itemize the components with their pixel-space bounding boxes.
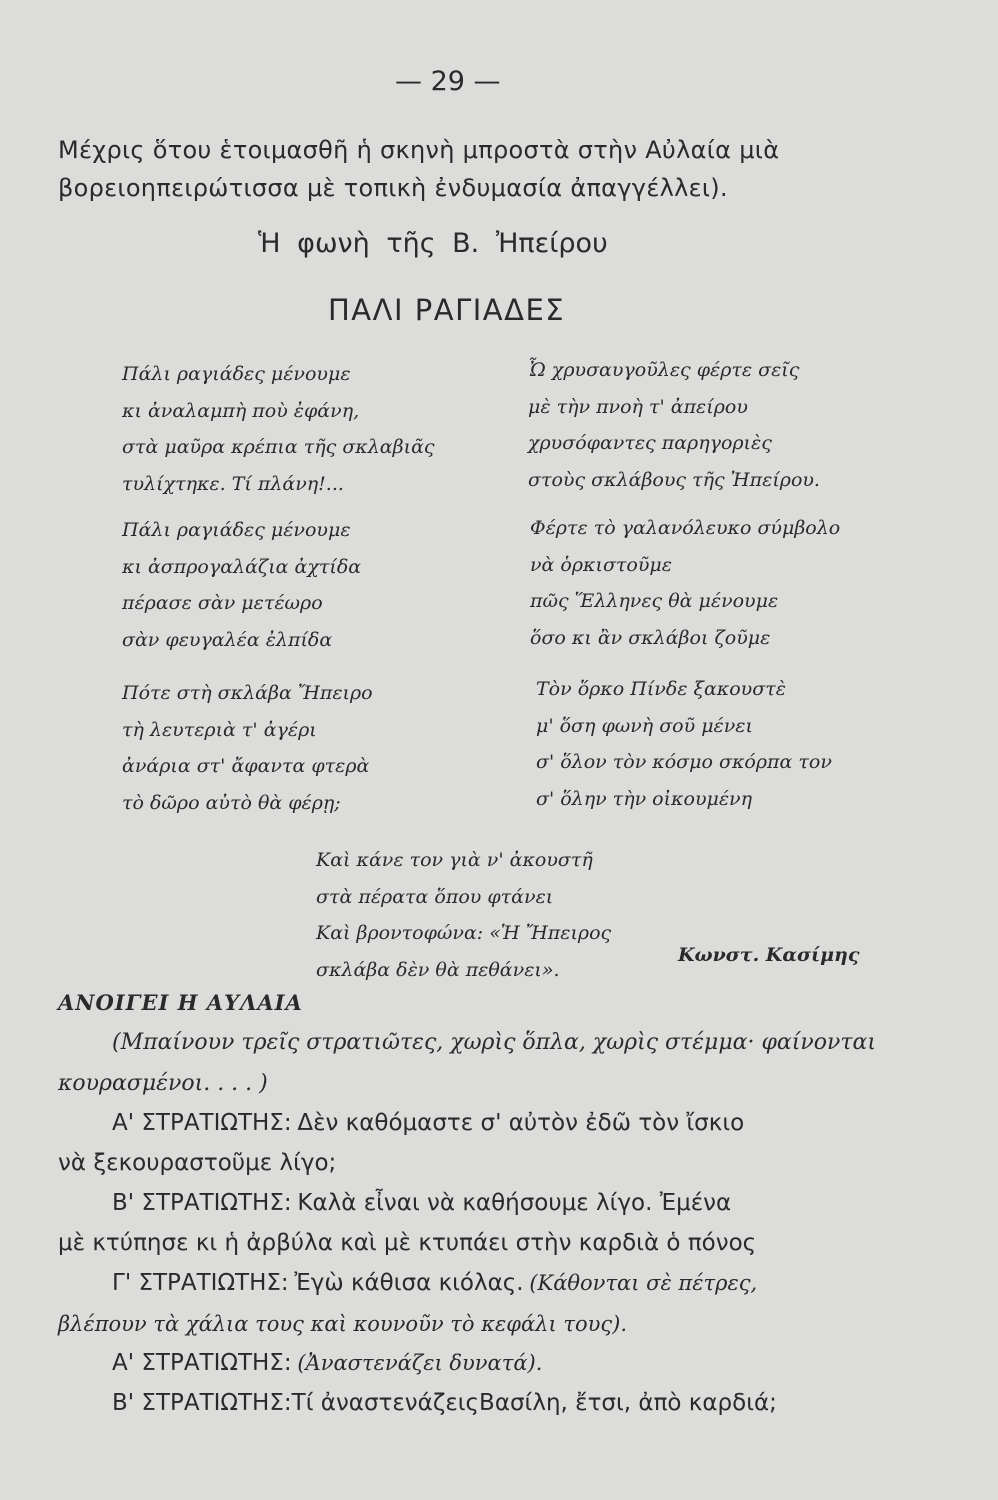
intro-line-2: βορειοηπειρώτισσα μὲ τοπικὴ ἐνδυμασία ἀπαγγέλλει).	[58, 174, 728, 202]
poem-title: ΠΑΛΙ ΡΑΓΙΑΔΕΣ	[328, 293, 566, 327]
poem-line: τυλίχτηκε. Τί πλάνη!...	[122, 472, 344, 495]
stage-direction-line-2: κουρασμένοι. . . . )	[58, 1071, 268, 1096]
poem-line: κι ἀναλαμπὴ ποὺ ἐφάνη,	[122, 399, 360, 422]
speaker-name: Γ' ΣΤΡΑΤΙΩΤΗΣ:	[112, 1270, 289, 1296]
intro-line-1: Μέχρις ὅτου ἑτοιμασθῆ ἡ σκηνὴ μπροστὰ στὴν Αὐλαία μιὰ	[58, 136, 780, 164]
speaker-name: Α' ΣΤΡΑΤΙΩΤΗΣ:	[112, 1350, 292, 1376]
stage-direction-line-1: (Μπαίνουν τρεῖς στρατιῶτες, χωρὶς ὅπλα, χωρὶς στέμμα· φαίνονται	[112, 1030, 877, 1055]
poem-line: Ὦ χρυσαυγοῦλες φέρτε σεῖς	[528, 359, 800, 381]
poem-stanza-right-3	[536, 671, 832, 817]
speaker-name: Β' ΣΤΡΑΤΙΩΤΗΣ:	[112, 1390, 292, 1416]
poem-line: πέρασε σὰν μετέωρο	[122, 592, 323, 614]
dialogue-line	[112, 1350, 542, 1376]
poem-line: Φέρτε τὸ γαλανόλευκο σύμβολο	[530, 517, 841, 539]
speech-text: Ἐγὼ κάθισα κιόλας.	[294, 1270, 524, 1296]
poem-line: Πάλι ραγιάδες μένουμε	[122, 519, 351, 541]
poem-line: Πάλι ραγιάδες μένουμε	[122, 363, 351, 385]
speech-text: Τί ἀναστενάζειςΒασίλη, ἔτσι, ἀπὸ καρδιά;	[291, 1390, 777, 1416]
stage-direction-continuation: βλέπουν τὰ χάλια τους καὶ κουνοῦν τὸ κεφάλι τους).	[58, 1312, 628, 1336]
poem-line: Τὸν ὅρκο Πίνδε ξακουστὲ	[536, 678, 786, 700]
poem-line: στὰ πέρατα ὅπου φτάνει	[316, 885, 554, 908]
dialogue-line	[112, 1390, 777, 1416]
poem-stanza-right-2	[530, 510, 840, 656]
poem-line: σ' ὅλον τὸν κόσμο σκόρπα τον	[536, 751, 832, 773]
speaker-name: Α' ΣΤΡΑΤΙΩΤΗΣ:	[112, 1110, 292, 1136]
poem-line: μὲ τὴν πνοὴ τ' ἀπείρου	[528, 395, 748, 418]
page-number: — 29 —	[395, 66, 501, 97]
poem-line: κι ἀσπρογαλάζια ἀχτίδα	[122, 555, 362, 578]
dialogue-line	[112, 1110, 744, 1136]
poem-line: τὴ λευτεριὰ τ' ἀγέρι	[122, 718, 317, 741]
poem-line: στὰ μαῦρα κρέπια τῆς σκλαβιᾶς	[122, 436, 435, 458]
poem-line: Πότε στὴ σκλάβα Ἤπειρο	[122, 682, 373, 704]
poem-line: σ' ὅλην τὴν οἰκουμένη	[536, 787, 752, 810]
poem-stanza-right-1	[528, 352, 820, 498]
speech-text: Καλὰ εἶναι νὰ καθήσουμε λίγο. Ἐμένα	[297, 1190, 732, 1216]
dialogue-continuation: νὰ ξεκουραστοῦμε λίγο;	[58, 1150, 337, 1176]
poem-source: Ἡ φωνὴ τῆς Β. Ἠπείρου	[258, 228, 608, 259]
stage-direction: (Ἀναστενάζει δυνατά).	[297, 1351, 543, 1375]
dialogue-line	[112, 1270, 757, 1296]
poem-line: μ' ὅση φωνὴ σοῦ μένει	[536, 714, 753, 737]
poem-line: ὅσο κι ἂν σκλάβοι ζοῦμε	[530, 626, 771, 649]
poem-line: σὰν φευγαλέα ἐλπίδα	[122, 628, 333, 651]
poem-line: ἀνάρια στ' ἄφαντα φτερὰ	[122, 755, 370, 777]
poem-line: χρυσόφαντες παρηγοριὲς	[528, 432, 772, 454]
poem-stanza-final	[316, 842, 611, 988]
poem-line: Καὶ βροντοφώνα: «Ἡ Ἤπειρος	[316, 922, 612, 944]
dialogue-line	[112, 1190, 731, 1216]
poem-line: πῶς Ἕλληνες θὰ μένουμε	[530, 590, 779, 612]
speaker-name: Β' ΣΤΡΑΤΙΩΤΗΣ:	[112, 1190, 292, 1216]
poem-line: σκλάβα δὲν θὰ πεθάνει».	[316, 958, 560, 981]
poem-stanza-left-3	[122, 675, 373, 821]
poem-signature: Κωνστ. Κασίμης	[678, 944, 860, 966]
poem-stanza-left-2	[122, 512, 361, 658]
stage-direction: (Κάθονται σὲ πέτρες,	[529, 1271, 758, 1295]
poem-line: Καὶ κάνε τον γιὰ ν' ἀκουστῆ	[316, 849, 593, 871]
poem-line: στοὺς σκλάβους τῆς Ἠπείρου.	[528, 468, 820, 491]
poem-line: νὰ ὁρκιστοῦμε	[530, 553, 672, 576]
speech-text: Δὲν καθόμαστε σ' αὐτὸν ἐδῶ τὸν ἴσκιο	[297, 1110, 745, 1136]
dialogue-continuation: μὲ κτύπησε κι ἡ ἀρβύλα καὶ μὲ κτυπάει στὴν καρδιὰ ὁ πόνος	[58, 1230, 757, 1256]
poem-stanza-left-1	[122, 356, 435, 502]
scene-heading: ΑΝΟΙΓΕΙ Η ΑΥΛΑΙΑ	[58, 990, 303, 1015]
poem-line: τὸ δῶρο αὐτὸ θὰ φέρῃ;	[122, 791, 341, 814]
